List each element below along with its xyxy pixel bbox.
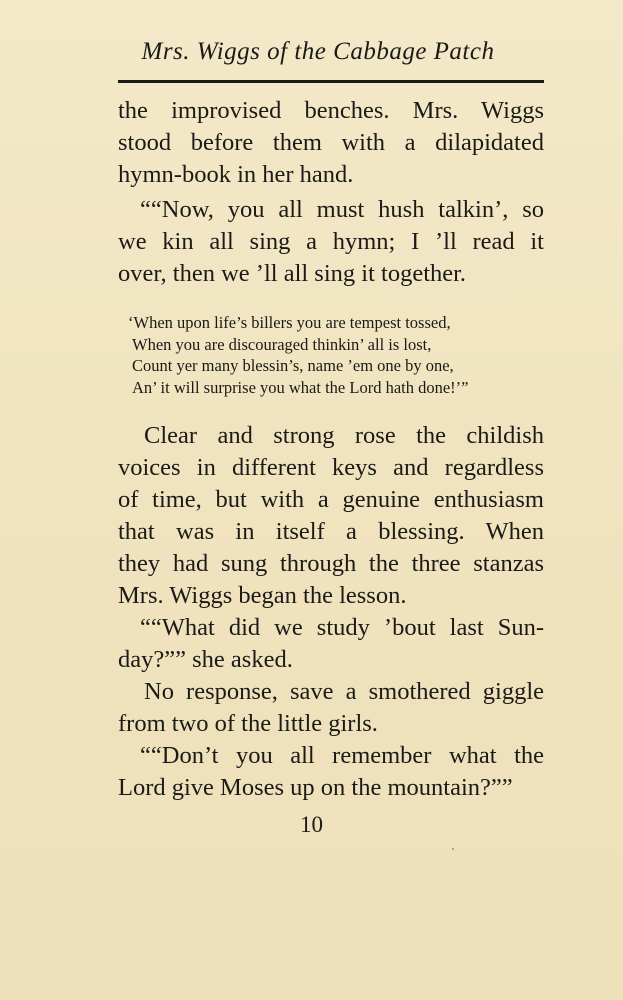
text-line: ““What did we study ’bout last Sun- — [140, 614, 544, 641]
text-line: day?”” she asked. — [118, 646, 293, 673]
text-line: we kin all sing a hymn; I ’ll read it — [118, 228, 544, 255]
text-line: hymn-book in her hand. — [118, 161, 354, 188]
text-line: from two of the little girls. — [118, 710, 378, 737]
text-line: they had sung through the three stanzas — [118, 550, 544, 577]
running-header: Mrs. Wiggs of the Cabbage Patch — [141, 38, 495, 65]
text-line: Clear and strong rose the childish — [144, 422, 544, 449]
paper-speck — [452, 848, 454, 850]
verse-line: When you are discouraged thinkin’ all is lost, — [132, 334, 432, 354]
hymn-verse — [118, 312, 544, 398]
verse-line: Count yer many blessin’s, name ’em one by one, — [132, 356, 454, 375]
text-line: over, then we ’ll all sing it together. — [118, 260, 467, 287]
paragraph-clear-and-strong — [118, 420, 544, 804]
page-number: 10 — [300, 812, 323, 837]
paragraph-benches — [118, 95, 544, 191]
text-line: the improvised benches. Mrs. Wiggs — [118, 97, 544, 124]
text-line: Mrs. Wiggs began the lesson. — [118, 582, 407, 609]
text-line: No response, save a smothered giggle — [144, 678, 544, 705]
text-line: ““Don’t you all remember what the — [140, 742, 544, 769]
text-line: stood before them with a dilapidated — [118, 129, 544, 156]
text-line: of time, but with a genuine enthusiasm — [118, 486, 544, 513]
text-line: ““Now, you all must hush talkin’, so — [140, 196, 544, 223]
verse-line: An’ it will surprise you what the Lord hath done!’” — [132, 377, 469, 397]
header-rule — [118, 80, 544, 83]
text-line: Lord give Moses up on the mountain?”” — [118, 774, 513, 801]
verse-line: ‘When upon life’s billers you are tempest tossed, — [128, 313, 451, 332]
paragraph-sing-hymn — [118, 194, 544, 290]
text-line: voices in different keys and regardless — [118, 454, 544, 481]
text-line: that was in itself a blessing. When — [118, 518, 544, 545]
